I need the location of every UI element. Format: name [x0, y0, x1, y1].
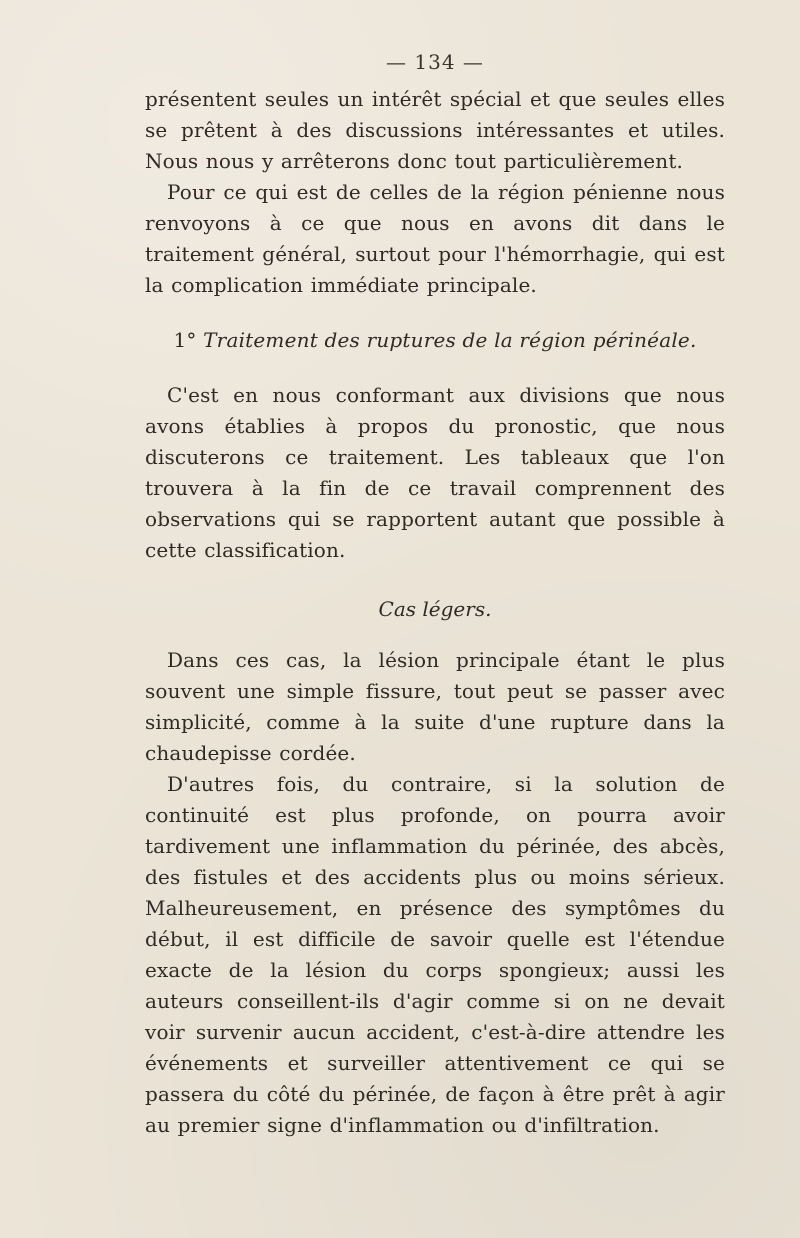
page-number: — 134 —: [386, 50, 484, 74]
section-number: 1°: [173, 328, 197, 352]
paragraph-simple-fissure: Dans ces cas, la lésion principale étant le plus souvent une simple fissure, tout peut se passer avec simplicité, comme à la suite d'une rupture dans la chaudepisse cordée.: [145, 648, 725, 765]
subheading-mild-cases: Cas légers.: [378, 597, 492, 621]
section-title: Traitement des ruptures de la région périnéale.: [203, 328, 697, 352]
paragraph-continuation: présentent seules un intérêt spécial et que seules elles se prêtent à des discussions intéressantes et utiles. Nous nous y arrêterons donc tout particulièrement.: [145, 87, 725, 173]
section-heading: [145, 325, 725, 356]
paragraph-deeper-lesion: D'autres fois, du contraire, si la solution de continuité est plus profonde, on pourra avoir tardivement une inflammation du périnée, des abcès, des fistules et des accidents plus ou moins sérieux. Malheureusement, en présence des symptômes du début, il est difficile de savoir quelle est l'étendue exacte de la lésion du corps spongieux; aussi les auteurs conseillent-ils d'agir comme si on ne devait voir survenir aucun accident, c'est-à-dire attendre les événements et surveiller attentivement ce qui se passera du côté du périnée, de façon à être prêt à agir au premier signe d'inflammation ou d'infiltration.: [145, 772, 725, 1137]
paragraph-penile-region: Pour ce qui est de celles de la région pénienne nous renvoyons à ce que nous en avons dit dans le traitement général, surtout pour l'hémorrhagie, qui est la complication immédiate principale.: [145, 180, 725, 297]
paragraph-classification: C'est en nous conformant aux divisions que nous avons établies à propos du pronostic, que nous discuterons ce traitement. Les tableaux que l'on trouvera à la fin de ce travail comprennent des observations qui se rapportent autant que possible à cette classification.: [145, 383, 725, 562]
